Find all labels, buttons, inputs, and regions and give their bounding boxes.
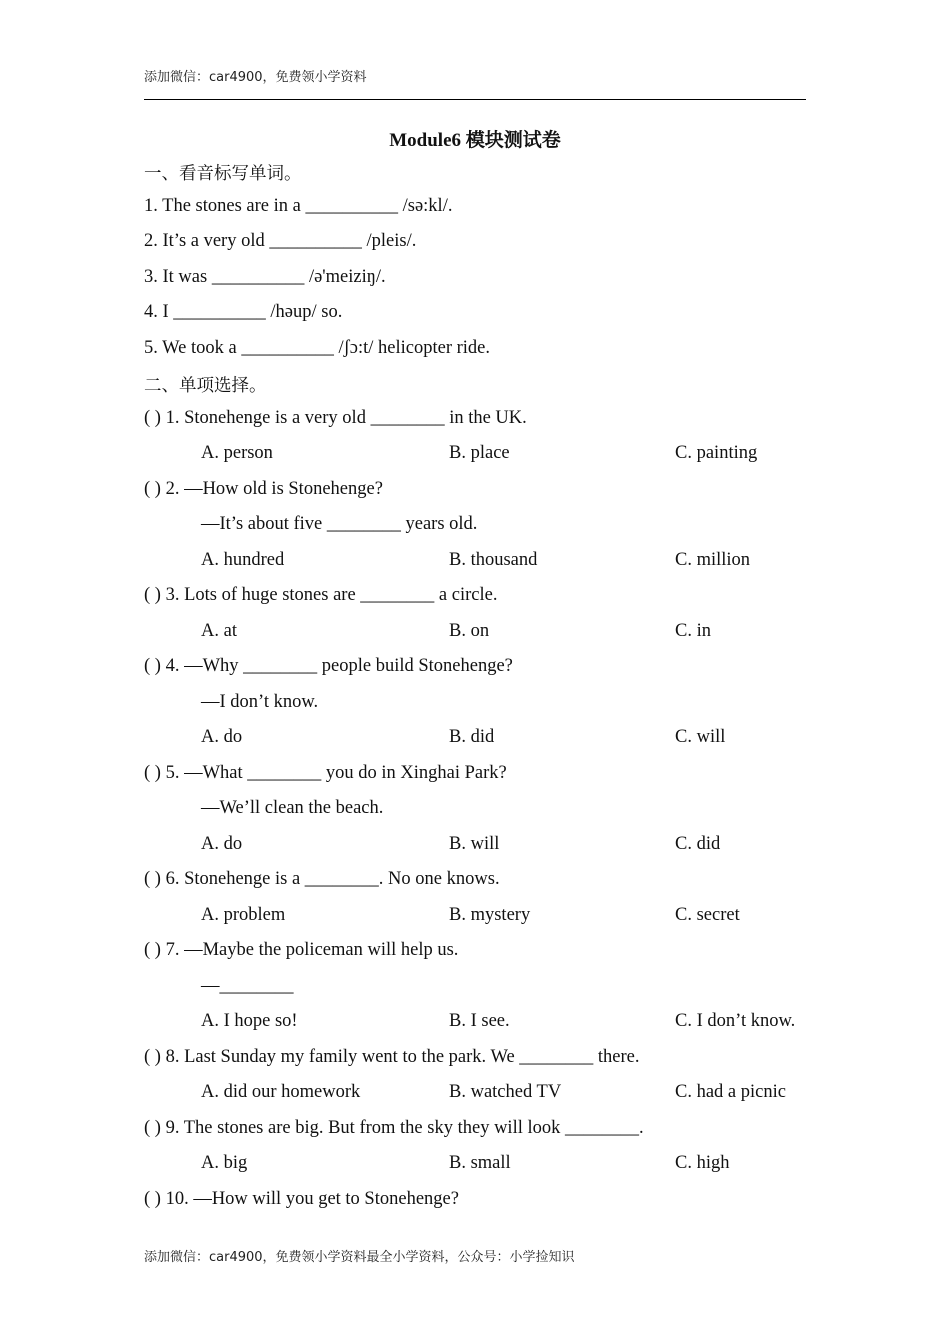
question-2-option-b: B. thousand <box>449 550 538 570</box>
question-2-reply: —It’s about five ________ years old. <box>201 514 478 534</box>
spelling-item-2: 2. It’s a very old __________ /pleis/. <box>144 231 417 251</box>
question-5-option-a: A. do <box>201 834 243 854</box>
spelling-item-3: 3. It was __________ /ə'meiziŋ/. <box>144 267 386 287</box>
question-3: ( ) 3. Lots of huge stones are ________ a circle. <box>144 585 498 605</box>
question-1-option-c: C. painting <box>675 443 758 463</box>
question-4-option-c: C. will <box>675 727 726 747</box>
question-1-option-a: A. person <box>201 443 273 463</box>
page-footer: 添加微信：car4900，免费领小学资料最全小学资料，公众号：小学捡知识 <box>144 1250 575 1265</box>
spelling-item-4: 4. I __________ /həup/ so. <box>144 302 343 322</box>
question-2-option-a: A. hundred <box>201 550 285 570</box>
question-7: ( ) 7. —Maybe the policeman will help us. <box>144 940 459 960</box>
question-8-option-a: A. did our homework <box>201 1082 361 1102</box>
question-9-option-c: C. high <box>675 1153 730 1173</box>
question-8-option-b: B. watched TV <box>449 1082 562 1102</box>
question-9: ( ) 9. The stones are big. But from the sky they will look ________. <box>144 1118 644 1138</box>
question-8-option-c: C. had a picnic <box>675 1082 786 1102</box>
question-6-option-a: A. problem <box>201 905 286 925</box>
question-5-reply: —We’ll clean the beach. <box>201 798 384 818</box>
question-7-option-a: A. I hope so! <box>201 1011 298 1031</box>
question-5-option-c: C. did <box>675 834 721 854</box>
question-5-option-b: B. will <box>449 834 500 854</box>
question-4: ( ) 4. —Why ________ people build Stonehenge? <box>144 656 513 676</box>
question-10: ( ) 10. —How will you get to Stonehenge? <box>144 1189 459 1209</box>
question-6-option-c: C. secret <box>675 905 740 925</box>
question-1: ( ) 1. Stonehenge is a very old ________ in the UK. <box>144 408 527 428</box>
question-3-option-a: A. at <box>201 621 237 641</box>
spelling-item-1: 1. The stones are in a __________ /sə:kl/. <box>144 196 453 216</box>
question-4-option-b: B. did <box>449 727 495 747</box>
question-2-option-c: C. million <box>675 550 751 570</box>
spelling-item-5: 5. We took a __________ /ʃɔ:t/ helicopter ride. <box>144 338 490 358</box>
question-1-option-b: B. place <box>449 443 510 463</box>
question-5: ( ) 5. —What ________ you do in Xinghai Park? <box>144 763 507 783</box>
question-3-option-c: C. in <box>675 621 711 641</box>
question-6-option-b: B. mystery <box>449 905 531 925</box>
question-9-option-b: B. small <box>449 1153 511 1173</box>
document-title: Module6 模块测试卷 <box>389 130 561 151</box>
question-2: ( ) 2. —How old is Stonehenge? <box>144 479 383 499</box>
question-9-option-a: A. big <box>201 1153 248 1173</box>
question-3-option-b: B. on <box>449 621 490 641</box>
question-7-reply: —________ <box>201 976 294 996</box>
question-7-option-c: C. I don’t know. <box>675 1011 796 1031</box>
question-6: ( ) 6. Stonehenge is a ________. No one knows. <box>144 869 500 889</box>
question-8: ( ) 8. Last Sunday my family went to the park. We ________ there. <box>144 1047 640 1067</box>
question-4-reply: —I don’t know. <box>201 692 319 712</box>
section-2-heading: 二、单项选择。 <box>144 376 267 396</box>
header-divider <box>144 99 806 100</box>
section-1-heading: 一、看音标写单词。 <box>144 164 302 184</box>
question-7-option-b: B. I see. <box>449 1011 510 1031</box>
question-4-option-a: A. do <box>201 727 243 747</box>
page-header: 添加微信：car4900，免费领小学资料 <box>144 70 367 85</box>
